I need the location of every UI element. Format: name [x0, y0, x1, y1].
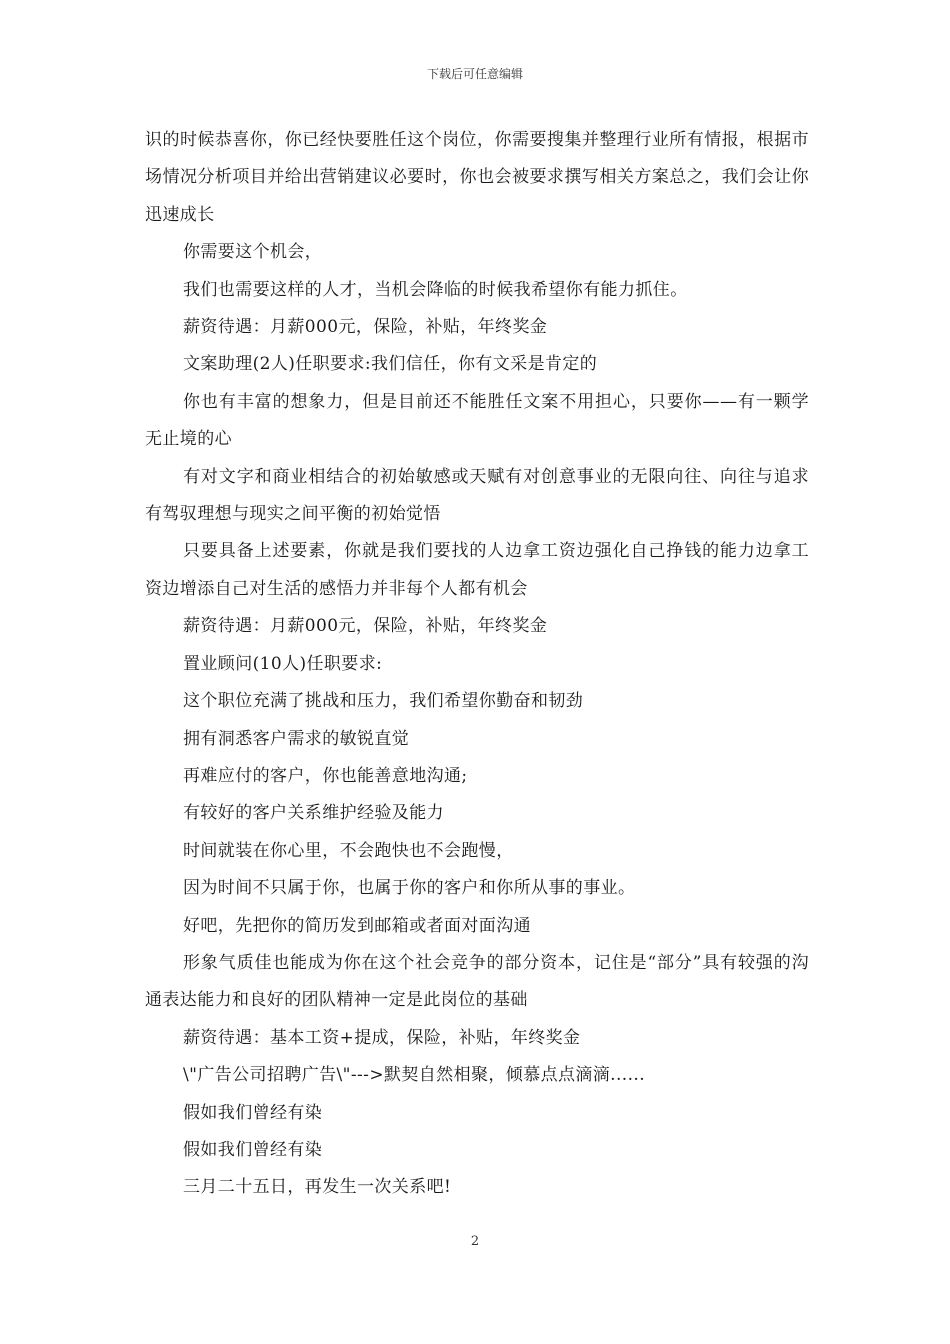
page-header-note: 下载后可任意编辑: [426, 67, 523, 81]
paragraph: 形象气质佳也能成为你在这个社会竞争的部分资本，记住是“部分”具有较强的沟通表达能力和良好的团队精神一定是此岗位的基础: [145, 952, 809, 1011]
paragraph: 你需要这个机会，: [183, 242, 323, 263]
page-number: 2: [470, 1234, 480, 1249]
paragraph: 识的时候恭喜你，你已经快要胜任这个岗位，你需要搜集并整理行业所有情报，根据市场情况分析项目并给出营销建议必要时，你也会被要求撰写相关方案总之，我们会让你迅速成长: [145, 130, 809, 225]
paragraph: 时间就装在你心里，不会跑快也不会跑慢，: [183, 840, 514, 861]
paragraph: 再难应付的客户，你也能善意地沟通;: [183, 765, 468, 786]
paragraph: 因为时间不只属于你，也属于你的客户和你所从事的事业。: [183, 878, 636, 899]
paragraph: 薪资待遇：月薪000元，保险，补贴，年终奖金: [183, 317, 548, 338]
paragraph: 这个职位充满了挑战和压力，我们希望你勤奋和韧劲: [183, 691, 584, 712]
paragraph: 有对文字和商业相结合的初始敏感或天赋有对创意事业的无限向往、向往与追求有驾驭理想与现实之间平衡的初始觉悟: [145, 466, 809, 525]
paragraph: 置业顾问(10人)任职要求:: [183, 653, 383, 674]
paragraph: 你也有丰富的想象力，但是目前还不能胜任文案不用担心，只要你——有一颗学无止境的心: [145, 391, 809, 450]
paragraph: 我们也需要这样的人才，当机会降临的时候我希望你有能力抓住。: [183, 279, 688, 300]
paragraph: 假如我们曾经有染: [183, 1139, 323, 1160]
paragraph: 文案助理(2人)任职要求:我们信任，你有文采是肯定的: [183, 354, 598, 375]
paragraph: 好吧，先把你的简历发到邮箱或者面对面沟通: [183, 915, 531, 936]
paragraph: 薪资待遇：月薪000元，保险，补贴，年终奖金: [183, 616, 548, 637]
paragraph: 拥有洞悉客户需求的敏锐直觉: [183, 728, 410, 749]
paragraph: 薪资待遇：基本工资+提成，保险，补贴，年终奖金: [183, 1027, 581, 1048]
paragraph: 有较好的客户关系维护经验及能力: [183, 803, 444, 824]
paragraph: \"广告公司招聘广告\"--->默契自然相聚，倾慕点点滴滴......: [183, 1065, 645, 1086]
document-body: [145, 122, 809, 1207]
paragraph: 只要具备上述要素，你就是我们要找的人边拿工资边强化自己挣钱的能力边拿工资边增添自己对生活的感悟力并非每个人都有机会: [145, 541, 809, 599]
paragraph: 三月二十五日，再发生一次关系吧!: [183, 1177, 452, 1198]
paragraph: 假如我们曾经有染: [183, 1102, 323, 1123]
